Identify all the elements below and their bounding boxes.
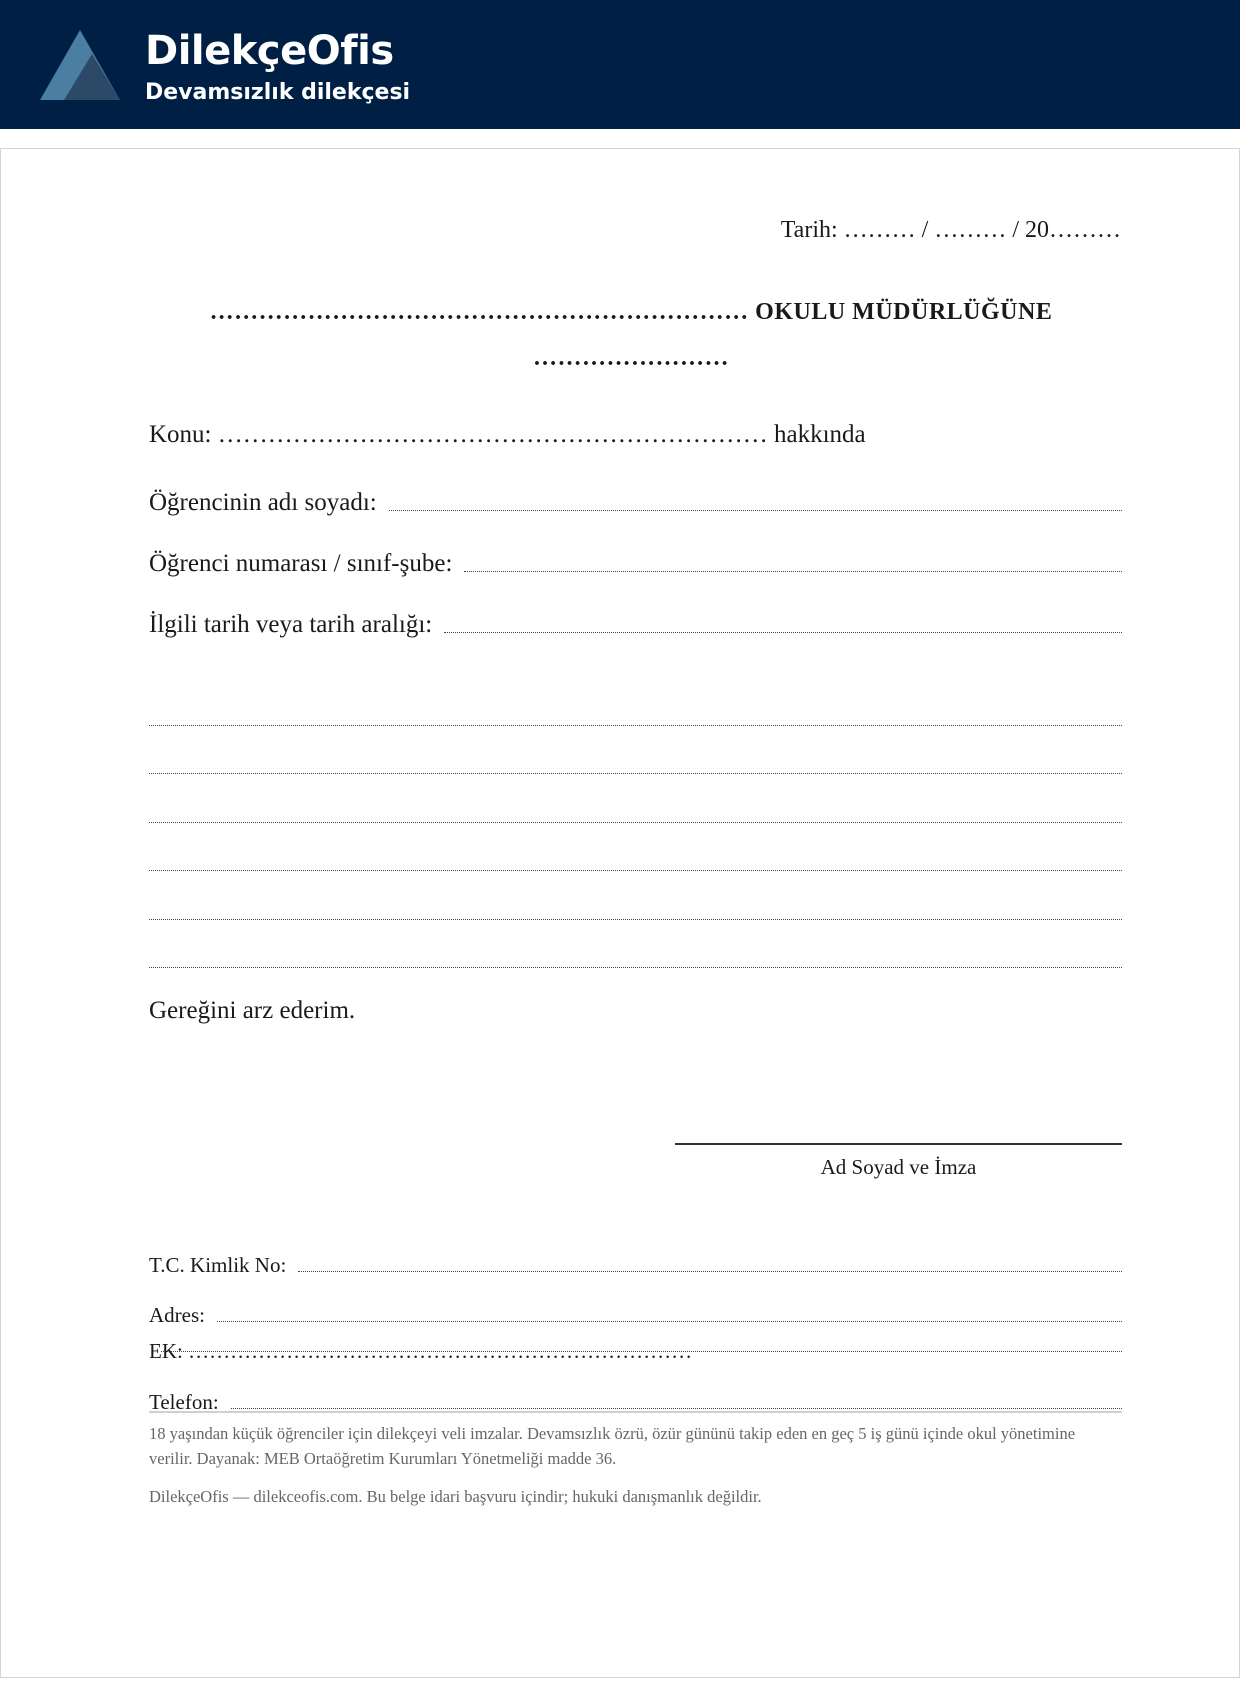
student-name-field[interactable] <box>149 489 1122 517</box>
footer-divider <box>149 1411 1122 1413</box>
address-field[interactable] <box>149 1303 1122 1328</box>
recipient-heading: ………………………………………………………… OKULU MÜDÜRLÜĞÜNE …………………… <box>209 299 1053 371</box>
brand-title: DilekçeOfis <box>145 28 394 74</box>
explanation-line[interactable] <box>149 967 1122 968</box>
date-range-blank[interactable] <box>444 632 1122 633</box>
student-name-blank[interactable] <box>389 510 1122 511</box>
date-line: Tarih: ……… / ……… / 20……… <box>780 217 1121 243</box>
document-type-subtitle: Devamsızlık dilekçesi <box>145 80 411 105</box>
triangle-logo-icon <box>40 30 120 100</box>
subject-line: Konu: ………………………………………………………… hakkında <box>149 421 866 448</box>
footer-disclaimer: DilekçeOfis — dilekceofis.com. Bu belge idari başvuru içindir; hukuki danışmanlık değildir. <box>149 1487 762 1506</box>
phone-blank[interactable] <box>231 1408 1122 1409</box>
id-number-label: T.C. Kimlik No: <box>149 1253 287 1277</box>
app-header <box>0 0 1240 129</box>
attachment-line: EK: ……………………………………………………………… <box>149 1339 693 1363</box>
explanation-line[interactable] <box>149 725 1122 726</box>
student-name-label: Öğrencinin adı soyadı: <box>149 489 377 516</box>
phone-label: Telefon: <box>149 1390 219 1414</box>
address-blank[interactable] <box>217 1321 1122 1322</box>
student-number-field[interactable] <box>149 550 1122 578</box>
student-number-blank[interactable] <box>464 571 1122 572</box>
explanation-line[interactable] <box>149 919 1122 920</box>
guidance-note: 18 yaşından küçük öğrenciler için dilekçeyi veli imzalar. Devamsızlık özrü, özür gününü takip eden en geç 5 iş günü içinde okul yönetimine verilir. Dayanak: MEB Ortaöğretim Kurumları Yönetmeliği madde 36. <box>149 1424 1076 1468</box>
date-range-field[interactable] <box>149 611 1122 639</box>
petition-document <box>0 148 1240 1678</box>
address-label: Adres: <box>149 1303 205 1327</box>
closing-text: Gereğini arz ederim. <box>149 997 356 1024</box>
explanation-line[interactable] <box>149 870 1122 871</box>
id-number-field[interactable] <box>149 1253 1122 1278</box>
explanation-line[interactable] <box>149 822 1122 823</box>
signature-line[interactable] <box>675 1143 1122 1145</box>
date-range-label: İlgili tarih veya tarih aralığı: <box>149 611 433 638</box>
student-number-label: Öğrenci numarası / sınıf-şube: <box>149 550 453 577</box>
id-number-blank[interactable] <box>298 1271 1122 1272</box>
signature-label: Ad Soyad ve İmza <box>820 1155 977 1179</box>
explanation-line[interactable] <box>149 773 1122 774</box>
